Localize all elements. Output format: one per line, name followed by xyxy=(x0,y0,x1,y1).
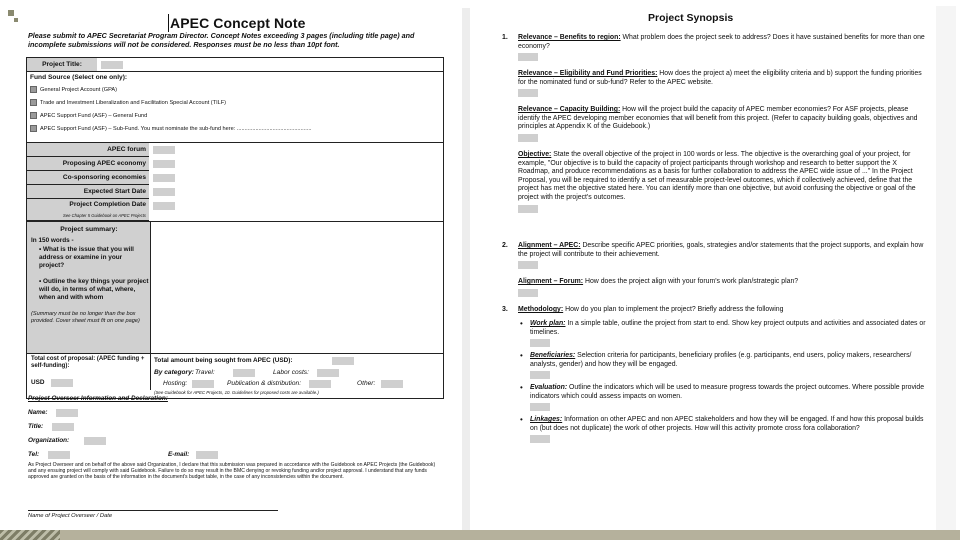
evaluation xyxy=(530,384,930,411)
checkbox-icon[interactable] xyxy=(30,125,37,132)
overseer-title-value[interactable] xyxy=(52,423,74,431)
budget-block xyxy=(27,354,443,399)
project-synopsis-page xyxy=(472,6,938,530)
budget-note: (See Guidebook for APEC Projects, 10. Guidelines for proposed costs are available.) xyxy=(154,390,319,395)
signature-label: Name of Project Overseer / Date xyxy=(28,513,113,519)
relevance-eligibility-text: How does the project a) meet the eligibility criteria and b) support the funding priorities for the nominated fund or sub-fund? Refer to the APEC website. xyxy=(518,70,922,86)
fund-option-label: Trade and Investment Liberalization and Facilitation Special Account (TILF) xyxy=(40,99,227,106)
overseer-organization-value[interactable] xyxy=(84,437,106,445)
linkages-answer[interactable] xyxy=(530,435,550,443)
other-value[interactable] xyxy=(381,380,403,388)
work-plan-heading: Work plan: xyxy=(530,320,566,327)
alignment-apec-heading: Alignment – APEC: xyxy=(518,242,581,249)
bullet-icon: • xyxy=(520,319,523,328)
key-fields-block xyxy=(27,143,443,222)
hosting-label: Hosting: xyxy=(163,380,188,387)
summary-bullet-text: What is the issue that you will address or examine in your project? xyxy=(39,246,134,269)
budget-divider xyxy=(150,354,151,390)
completion-date-note: See Chapter 5 Guidebook on APEC Projects xyxy=(63,213,146,218)
apec-forum-label: APEC forum xyxy=(27,143,149,157)
summary-block xyxy=(27,222,443,354)
methodology-text: How do you plan to implement the project? Briefly address the following xyxy=(563,306,784,313)
item-number-3: 3. xyxy=(502,306,508,313)
project-title-value[interactable] xyxy=(101,61,123,69)
objective xyxy=(518,151,930,213)
travel-value[interactable] xyxy=(233,369,255,377)
alignment-apec-text: Describe specific APEC priorities, goals, strategies and/or statements that the project supports, and explain how the project will contribute to their achievement. xyxy=(518,242,924,258)
summary-bullet-2: • Outline the key things your project will do, in terms of what, where, when and with whom xyxy=(39,278,149,301)
co-sponsoring-value[interactable] xyxy=(153,174,175,182)
hosting-value[interactable] xyxy=(192,380,214,388)
alignment-apec-answer[interactable] xyxy=(518,261,538,269)
relevance-benefits-answer[interactable] xyxy=(518,53,538,61)
fund-option-asf-general[interactable] xyxy=(30,112,147,119)
checkbox-icon[interactable] xyxy=(30,99,37,106)
evaluation-text: Outline the indicators which will be used to measure progress towards the project outcomes. Where possible provide indicators which could assess impacts on women. xyxy=(530,384,925,400)
item-number-2: 2. xyxy=(502,242,508,249)
text-cursor xyxy=(168,14,169,32)
apec-forum-value[interactable] xyxy=(153,146,175,154)
overseer-title-label: Title: xyxy=(28,423,44,430)
overseer-name-value[interactable] xyxy=(56,409,78,417)
project-title-label: Project Title: xyxy=(27,58,97,71)
alignment-forum-heading: Alignment – Forum: xyxy=(518,278,584,285)
by-category-label: By category: xyxy=(154,369,194,376)
fund-option-asf-subfund[interactable] xyxy=(30,125,311,132)
overseer-title: Project Overseer Information and Declaration: xyxy=(28,395,168,402)
fund-option-label: General Project Account (GPA) xyxy=(40,86,117,93)
linkages-heading: Linkages: xyxy=(530,416,563,423)
alignment-apec xyxy=(518,242,930,269)
overseer-declaration: As Project Overseer and on behalf of the above said Organization, I declare that this submission was prepared in accordance with the Guidebook on APEC Projects (the Guidebook) and any ensuing project will comply with said Guidebook. Failure to do so may result in the BMC denying or revoking funding and/or project approval. I understand that any funds approved are granted on the basis of the information in the document's budget table, in the case of any inconsistencies within the document. xyxy=(28,462,436,481)
concept-note-form xyxy=(26,57,444,399)
beneficiaries xyxy=(530,352,930,379)
usd-label: USD xyxy=(31,379,45,386)
labor-value[interactable] xyxy=(317,369,339,377)
overseer-tel-label: Tel: xyxy=(28,451,40,458)
evaluation-heading: Evaluation: xyxy=(530,384,568,391)
methodology-heading: Methodology: xyxy=(518,306,564,313)
completion-date-text: Project Completion Date xyxy=(69,201,146,208)
overseer-name-label: Name: xyxy=(28,409,48,416)
corner-decoration-small xyxy=(14,18,18,22)
labor-label: Labor costs: xyxy=(273,369,309,376)
alignment-forum-answer[interactable] xyxy=(518,289,538,297)
objective-answer[interactable] xyxy=(518,205,538,213)
evaluation-answer[interactable] xyxy=(530,403,550,411)
start-date-value[interactable] xyxy=(153,188,175,196)
travel-label: Travel: xyxy=(195,369,215,376)
fund-source-label: Fund Source (Select one only): xyxy=(30,74,128,81)
submission-instruction: Please submit to APEC Secretariat Program Director. Concept Notes exceeding 3 pages (including title page) and incomplete submissions will not be considered. Responses must be no less than 10pt font. xyxy=(28,31,415,49)
checkbox-icon[interactable] xyxy=(30,86,37,93)
item-number-1: 1. xyxy=(502,34,508,41)
relevance-benefits-text: What problem does the project seek to address? Does it have sustained benefits for more than one economy? xyxy=(518,34,925,50)
work-plan xyxy=(530,320,930,347)
total-sought-label: Total amount being sought from APEC (USD): xyxy=(154,357,293,364)
corner-decoration xyxy=(8,10,14,16)
relevance-benefits-heading: Relevance – Benefits to region: xyxy=(518,34,621,41)
total-cost-value[interactable] xyxy=(51,379,73,387)
relevance-eligibility-heading: Relevance – Eligibility and Fund Priorities: xyxy=(518,70,658,77)
overseer-email-value[interactable] xyxy=(196,451,218,459)
proposing-economy-value[interactable] xyxy=(153,160,175,168)
concept-note-page xyxy=(22,10,458,530)
objective-text: State the overall objective of the project in 100 words or less. The objective is the overarching goal of your project, for example, "Our objective is to build the capacity of project participants through workshop and research to better support the X Roadmap, and produce recommendations as a basis for further collaboration to address the APEC wide issue of ..." In the Project Proposal, you will be required to identify a set of measurable project-level outcomes, which if collectively achieved, define that the project has met the objective stated here. You can identify more than one objective, but avoid confusing the objective or goal of the project with the project's outcomes. xyxy=(518,151,916,201)
bottom-bar xyxy=(60,530,960,540)
synopsis-title: Project Synopsis xyxy=(648,12,734,24)
methodology xyxy=(518,306,930,315)
proposing-economy-label: Proposing APEC economy xyxy=(27,157,149,171)
relevance-capacity-text: How will the project build the capacity of APEC member economies? For ASF projects, please identify the APEC developing member economies that will benefit from this project. (Refer to capacity building goals, objectives and principles at Appendix K of the Guidebook.) xyxy=(518,106,918,131)
completion-date-label xyxy=(27,199,149,221)
linkages xyxy=(530,416,930,443)
summary-title: Project summary: xyxy=(60,226,118,233)
bullet-icon: • xyxy=(520,351,523,360)
overseer-email-label: E-mail: xyxy=(168,451,190,458)
relevance-capacity xyxy=(518,106,930,142)
total-cost-label: Total cost of proposal: (APEC funding + self-funding): xyxy=(31,356,145,369)
total-sought-value[interactable] xyxy=(332,357,354,365)
fund-source-row xyxy=(27,72,443,143)
objective-heading: Objective: xyxy=(518,151,552,158)
fund-option-gpa[interactable] xyxy=(30,86,117,93)
project-title-row xyxy=(27,58,443,72)
signature-line[interactable] xyxy=(28,510,278,511)
summary-divider xyxy=(150,222,151,353)
relevance-capacity-answer[interactable] xyxy=(518,134,538,142)
summary-bullet-text: Outline the key things your project will do, in terms of what, where, when and with whom xyxy=(39,278,149,301)
work-plan-answer[interactable] xyxy=(530,339,550,347)
beneficiaries-heading: Beneficiaries: xyxy=(530,352,576,359)
overseer-organization-label: Organization: xyxy=(28,437,70,444)
fund-option-tilf[interactable] xyxy=(30,99,226,106)
beneficiaries-text: Selection criteria for participants, beneficiary profiles (e.g. participants, end users, policy makers, researchers/ analysts, gender) and how they will be engaged. xyxy=(530,352,912,368)
co-sponsoring-label: Co-sponsoring economies xyxy=(27,171,149,185)
relevance-benefits xyxy=(518,34,930,61)
overseer-tel-value[interactable] xyxy=(48,451,70,459)
other-label: Other: xyxy=(357,380,376,387)
publication-value[interactable] xyxy=(309,380,331,388)
fund-option-label: APEC Support Fund (ASF) – General Fund xyxy=(40,112,148,119)
concept-note-title: APEC Concept Note xyxy=(170,15,306,31)
linkages-text: Information on other APEC and non APEC stakeholders and how they will be engaged. If and how this proposal builds on (but does not duplicate) the work of other projects. How will this activity promote cross fora collaboration? xyxy=(530,416,924,432)
start-date-label: Expected Start Date xyxy=(27,185,149,199)
beneficiaries-answer[interactable] xyxy=(530,371,550,379)
summary-note: (Summary must be no longer than the box provided. Cover sheet must fit on one page) xyxy=(31,311,140,324)
alignment-forum-text: How does the project align with your forum's work plan/strategic plan? xyxy=(583,278,799,285)
summary-intro: In 150 words - xyxy=(31,237,74,244)
bullet-icon: • xyxy=(520,383,523,392)
summary-bullet-1: • What is the issue that you will address or examine in your project? xyxy=(39,246,134,269)
alignment-forum xyxy=(518,278,930,297)
work-plan-text: In a simple table, outline the project from start to end. Show key project outputs and activities and associated dates or timelines. xyxy=(530,320,926,336)
summary-text-area[interactable] xyxy=(153,224,441,350)
page-divider xyxy=(462,8,470,530)
bullet-icon: • xyxy=(520,415,523,424)
relevance-eligibility-answer[interactable] xyxy=(518,89,538,97)
completion-date-value[interactable] xyxy=(153,202,175,210)
publication-label: Publication & distribution: xyxy=(227,380,302,387)
relevance-capacity-heading: Relevance – Capacity Building: xyxy=(518,106,621,113)
checkbox-icon[interactable] xyxy=(30,112,37,119)
fund-option-label: APEC Support Fund (ASF) – Sub-Fund. You must nominate the sub-fund here: ................................................ xyxy=(40,125,312,132)
right-margin-panel xyxy=(936,6,956,530)
relevance-eligibility xyxy=(518,70,930,97)
